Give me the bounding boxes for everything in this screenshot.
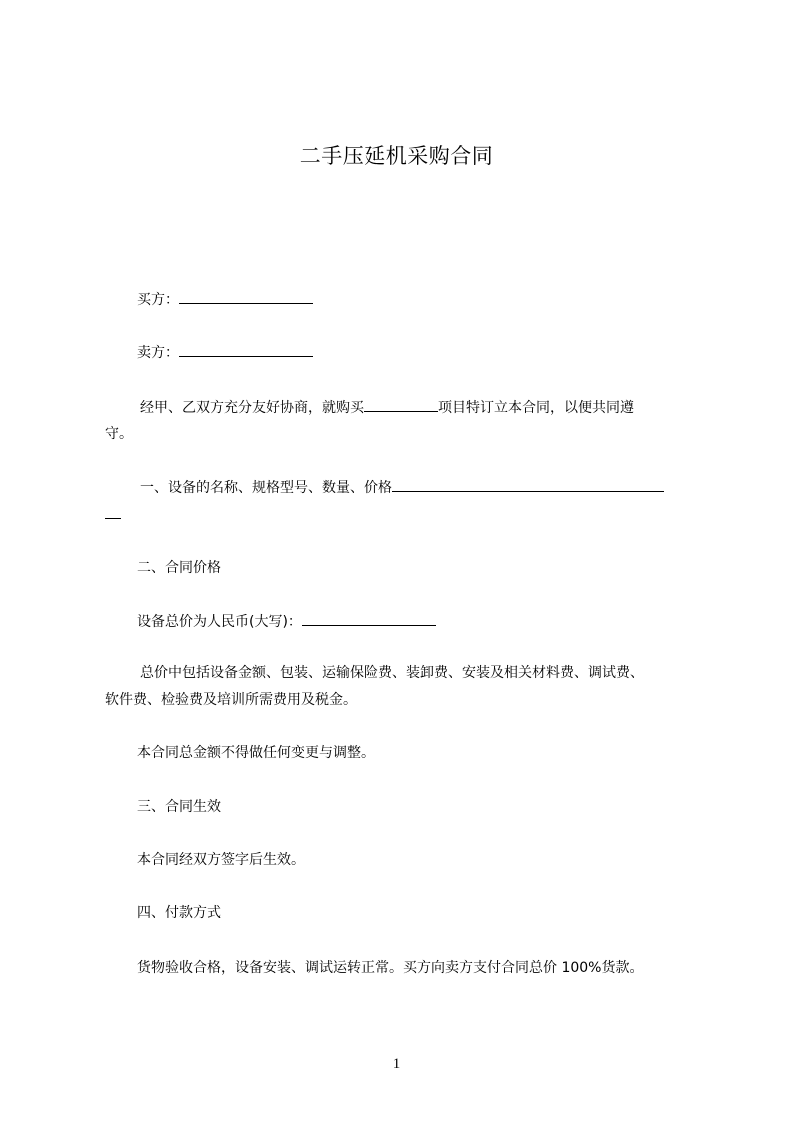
- intro-line-2: [105, 421, 710, 447]
- seller-line: [105, 340, 742, 366]
- document-title: 二手压延机采购合同: [299, 144, 494, 168]
- section3-heading-line: [105, 794, 742, 820]
- buyer-label: 买方：: [137, 292, 179, 308]
- no-change-line: [105, 740, 742, 766]
- purchase-item-blank[interactable]: [364, 396, 438, 412]
- buyer-line: [105, 287, 742, 313]
- intro-continuation: 守。: [105, 426, 133, 442]
- intro-line-1: [105, 395, 745, 421]
- total-price-line: [105, 609, 742, 635]
- page-number: 1: [392, 1056, 401, 1072]
- total-price-label: 设备总价为人民币(大写)：: [137, 614, 302, 630]
- effective-text: 本合同经双方签字后生效。: [137, 852, 305, 868]
- price-includes-text-1: 总价中包括设备金额、包装、运输保险费、装卸费、安装及相关材料费、调试费、: [140, 665, 644, 681]
- intro-text-after: 项目特订立本合同，以便共同遵: [438, 400, 634, 416]
- section4-heading: 四、付款方式: [137, 905, 221, 921]
- equipment-details-blank-continuation[interactable]: [105, 503, 121, 519]
- section4-heading-line: [105, 900, 742, 926]
- effective-line: [105, 847, 742, 873]
- section1-line-1: [105, 475, 745, 501]
- price-includes-text-2: 软件费、检验费及培训所需费用及税金。: [105, 692, 357, 708]
- intro-text-before: 经甲、乙双方充分友好协商，就购买: [140, 400, 364, 416]
- equipment-details-blank[interactable]: [392, 476, 664, 492]
- section1-line-2: [105, 502, 710, 528]
- payment-line: [105, 955, 742, 981]
- payment-text: 货物验收合格，设备安装、调试运转正常。买方向卖方支付合同总价 100%货款。: [137, 960, 644, 976]
- no-change-text: 本合同总金额不得做任何变更与调整。: [137, 745, 375, 761]
- seller-label: 卖方：: [137, 345, 179, 361]
- seller-name-blank[interactable]: [179, 341, 313, 357]
- price-includes-line-1: [105, 660, 745, 686]
- section1-heading: 一、设备的名称、规格型号、数量、价格: [140, 480, 392, 496]
- buyer-name-blank[interactable]: [179, 288, 313, 304]
- total-price-blank[interactable]: [302, 610, 436, 626]
- section2-heading-line: [105, 555, 742, 581]
- price-includes-line-2: [105, 687, 710, 713]
- section2-heading: 二、合同价格: [137, 560, 221, 576]
- section3-heading: 三、合同生效: [137, 799, 221, 815]
